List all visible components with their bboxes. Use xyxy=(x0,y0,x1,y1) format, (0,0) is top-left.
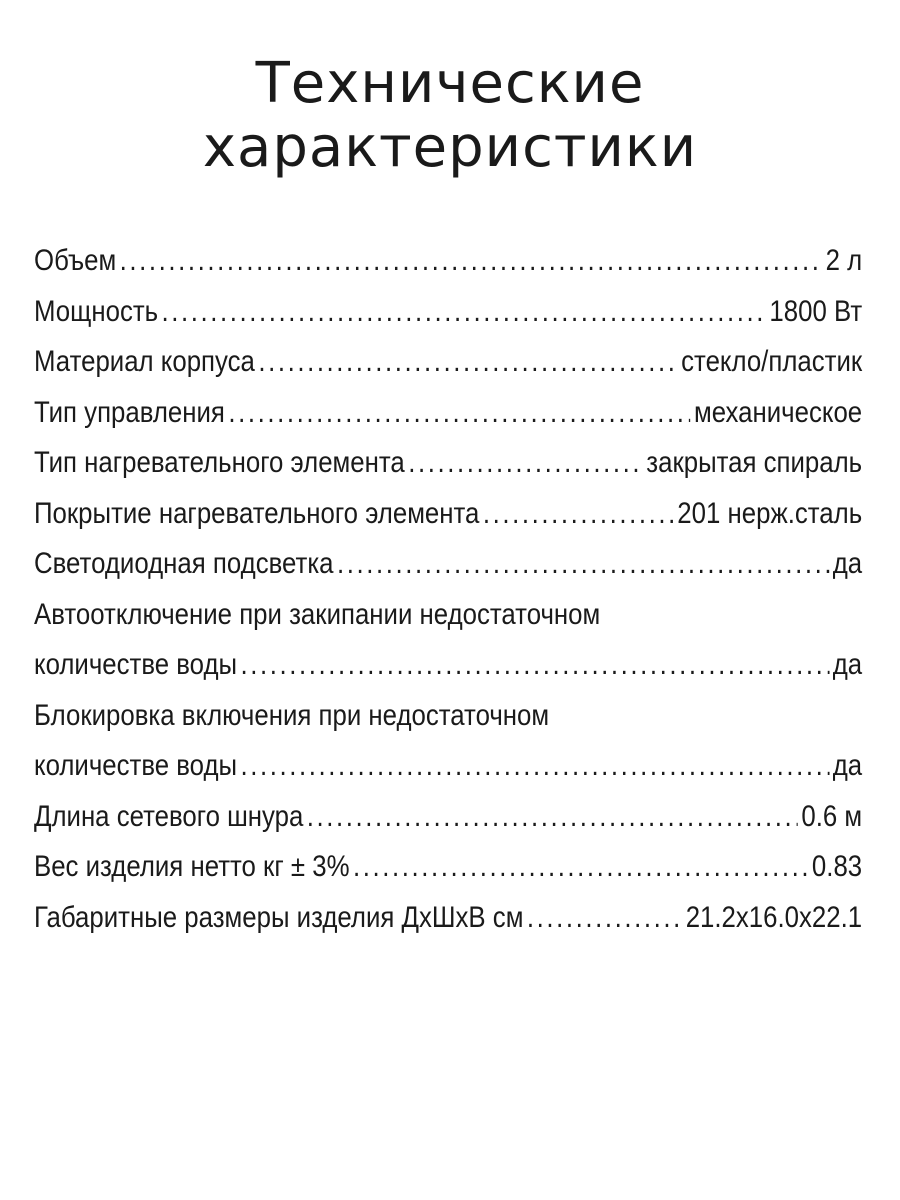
spec-value: механическое xyxy=(694,395,863,429)
spec-row-power xyxy=(34,287,862,338)
spec-value: 0.6 м xyxy=(801,799,863,833)
dot-leader xyxy=(228,388,690,439)
spec-value: 0.83 xyxy=(811,850,863,883)
spec-label: количестве воды xyxy=(34,749,238,782)
dot-leader xyxy=(408,438,643,489)
spec-label: Габаритные размеры изделия ДхШхВ см xyxy=(34,900,524,934)
spec-row-dimensions xyxy=(34,893,862,944)
page-title xyxy=(0,52,900,180)
spec-label: Длина сетевого шнура xyxy=(34,799,304,833)
spec-label: Покрытие нагревательного элемента xyxy=(34,496,480,530)
spec-value: стекло/пластик xyxy=(681,345,863,378)
spec-row-heating-coating xyxy=(34,489,862,540)
dot-leader xyxy=(120,236,822,287)
spec-value: закрытая спираль xyxy=(646,446,863,479)
spec-row-cord-length xyxy=(34,792,862,843)
page-title-line-2: характеристики xyxy=(202,115,698,180)
spec-label: Автоотключение при закипании недостаточном xyxy=(34,597,601,631)
spec-row-heating-element xyxy=(34,438,862,489)
spec-label: Мощность xyxy=(34,294,159,328)
dot-leader xyxy=(162,287,766,338)
spec-value: 1800 Вт xyxy=(769,294,863,328)
spec-label: Блокировка включения при недостаточном xyxy=(34,698,550,732)
dot-leader xyxy=(307,792,798,843)
specs-list xyxy=(34,236,862,943)
spec-label: количестве воды xyxy=(34,648,238,681)
dot-leader xyxy=(241,741,830,792)
dot-leader xyxy=(258,337,677,388)
spec-label: Тип нагревательного элемента xyxy=(34,446,405,479)
spec-row-net-weight xyxy=(34,842,862,893)
spec-value: да xyxy=(832,749,863,782)
dot-leader xyxy=(337,539,829,590)
spec-row-led-backlight xyxy=(34,539,862,590)
spec-label: Объем xyxy=(34,244,117,277)
spec-value: 2 л xyxy=(825,244,863,277)
page-title-line-1: Технические xyxy=(255,51,645,116)
spec-row-power-lock xyxy=(34,741,862,792)
spec-value: да xyxy=(832,547,863,580)
spec-label: Светодиодная подсветка xyxy=(34,547,334,580)
dot-leader xyxy=(353,842,809,893)
spec-row-volume xyxy=(34,236,862,287)
dot-leader xyxy=(483,489,674,540)
spec-value: 21.2x16.0x22.1 xyxy=(685,900,863,934)
spec-label: Вес изделия нетто кг ± 3% xyxy=(34,850,350,883)
spec-label: Тип управления xyxy=(34,395,225,429)
dot-leader xyxy=(241,640,830,691)
spec-row-auto-off xyxy=(34,640,862,691)
spec-value: да xyxy=(832,648,863,681)
spec-row-auto-off-line-1 xyxy=(34,590,862,641)
spec-label: Материал корпуса xyxy=(34,345,255,378)
spec-value: 201 нерж.сталь xyxy=(677,496,863,530)
spec-row-body-material xyxy=(34,337,862,388)
spec-row-control-type xyxy=(34,388,862,439)
spec-row-power-lock-line-1 xyxy=(34,691,862,742)
dot-leader xyxy=(527,893,682,944)
